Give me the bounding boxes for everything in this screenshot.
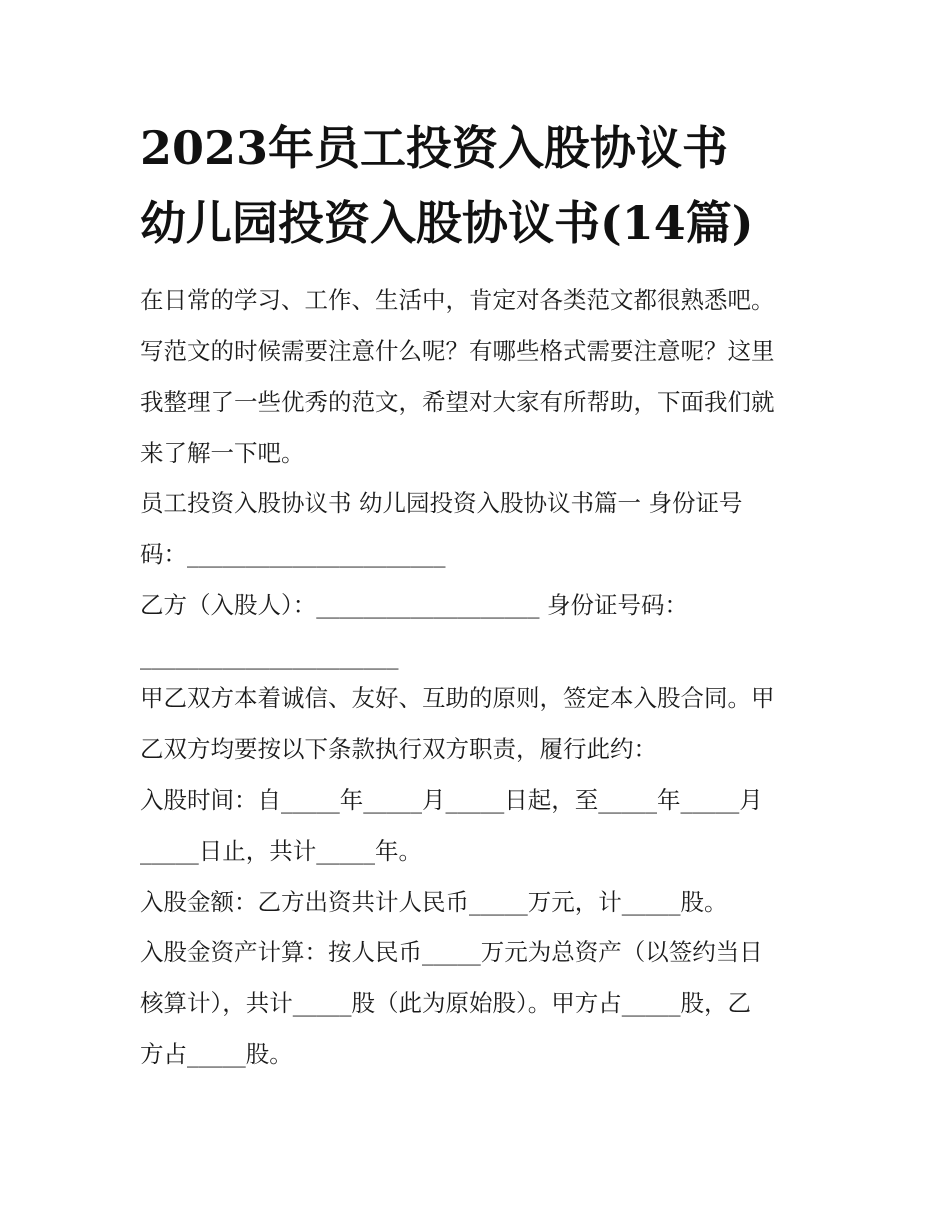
body-line-13: 入股金额：乙方出资共计人民币_____万元，计_____股。 (140, 888, 728, 916)
body-line-5: 员工投资入股协议书 幼儿园投资入股协议书篇一 身份证号 (140, 489, 743, 517)
body-line-14: 入股金资产计算：按人民币_____万元为总资产（以签约当日 (140, 938, 763, 966)
body-line-11: 入股时间：自_____年_____月_____日起，至_____年_____月 (140, 786, 763, 814)
body-line-10: 乙双方均要按以下条款执行双方职责，履行此约： (140, 735, 657, 763)
body-line-6: 码：______________________ (140, 540, 446, 568)
body-line-15: 核算计），共计_____股（此为原始股）。甲方占_____股，乙 (140, 989, 751, 1017)
body-line-1: 在日常的学习、工作、生活中，肯定对各类范文都很熟悉吧。 (140, 286, 775, 314)
body-line-2: 写范文的时候需要注意什么呢？有哪些格式需要注意呢？这里 (140, 337, 775, 365)
body-line-3: 我整理了一些优秀的范文，希望对大家有所帮助，下面我们就 (140, 388, 775, 416)
document-title-line-1: 2023年员工投资入股协议书 (140, 121, 729, 175)
body-line-4: 来了解一下吧。 (140, 439, 305, 467)
body-line-12: _____日止，共计_____年。 (140, 837, 422, 865)
body-line-7: 乙方（入股人）：___________________ 身份证号码： (140, 591, 688, 619)
body-line-9: 甲乙双方本着诚信、友好、互助的原则，签定本入股合同。甲 (140, 684, 775, 712)
document-title-line-2: 幼儿园投资入股协议书(14篇) (140, 196, 754, 250)
body-line-16: 方占_____股。 (140, 1040, 293, 1068)
body-line-8: ______________________ (140, 642, 399, 670)
